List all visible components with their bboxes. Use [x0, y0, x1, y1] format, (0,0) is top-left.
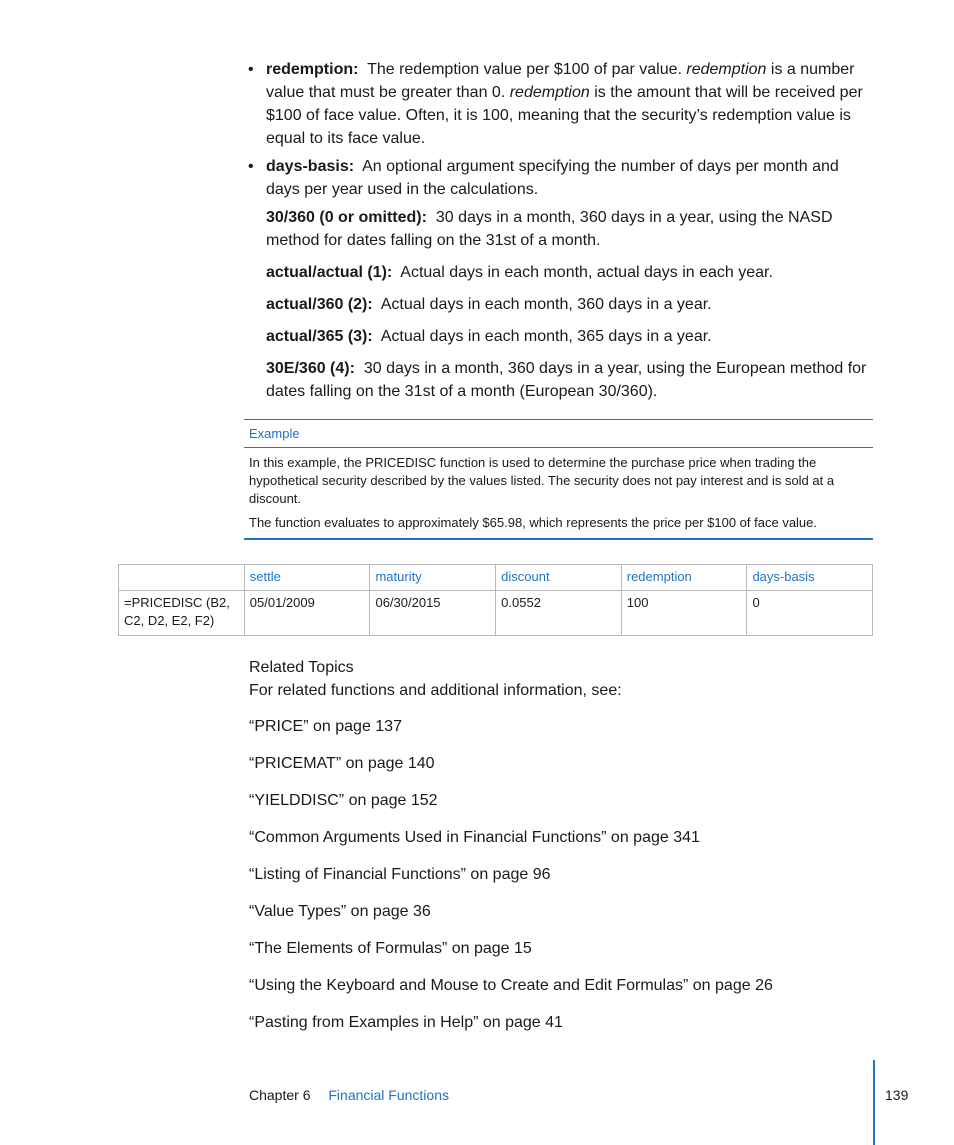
redemption-text-2: is a number value that must be greater than 0. [266, 61, 855, 101]
table-cell: 100 [621, 591, 747, 636]
related-link[interactable]: “PRICEMAT” on page 140 [249, 755, 435, 772]
option-text: 30 days in a month, 360 days in a year, using the NASD method for dates falling on the 31st of a month. [266, 209, 833, 249]
page-footer [249, 1087, 449, 1103]
option-actual-actual [266, 261, 873, 284]
option-term: actual/360 (2): [266, 296, 373, 313]
related-link[interactable]: “Pasting from Examples in Help” on page 41 [249, 1014, 563, 1031]
table-header-cell: discount [496, 565, 622, 591]
example-box [244, 419, 873, 540]
option-text: Actual days in each month, 365 days in a year. [380, 328, 712, 345]
table-header-cell: maturity [370, 565, 496, 591]
related-topics [249, 657, 869, 1049]
table-header-cell: settle [244, 565, 370, 591]
table-cell: =PRICEDISC (B2, C2, D2, E2, F2) [119, 591, 245, 636]
option-term: 30/360 (0 or omitted): [266, 209, 427, 226]
option-text: Actual days in each month, actual days in each year. [400, 264, 773, 281]
redemption-italic-1: redemption [686, 61, 767, 78]
bullet-dot: • [248, 158, 254, 175]
days-basis-term: days-basis: [266, 158, 355, 175]
related-heading: Related Topics [249, 659, 354, 676]
days-basis-bullet [248, 155, 873, 201]
footer-section: Financial Functions [328, 1087, 449, 1103]
redemption-text-1: The redemption value per $100 of par value. [367, 61, 682, 78]
footer-divider [873, 1060, 875, 1145]
table-header-cell: redemption [621, 565, 747, 591]
related-link[interactable]: “Common Arguments Used in Financial Functions” on page 341 [249, 829, 700, 846]
example-paragraph-2: The function evaluates to approximately $65.98, which represents the price per $100 of face value. [249, 515, 818, 530]
argument-list [248, 58, 873, 412]
table-cell: 05/01/2009 [244, 591, 370, 636]
redemption-text-3: is the amount that will be received per $100 of face value. Often, it is 100, meaning that the security’s redemption value is equal to its face value. [266, 84, 863, 147]
redemption-italic-2: redemption [509, 84, 590, 101]
page-number: 139 [885, 1087, 909, 1103]
table-cell: 0 [747, 591, 873, 636]
table-header-cell: days-basis [747, 565, 873, 591]
option-actual-360 [266, 293, 873, 316]
footer-chapter: Chapter 6 [249, 1087, 311, 1103]
example-table [118, 564, 873, 636]
redemption-bullet [248, 58, 873, 150]
table-row [119, 591, 873, 636]
option-30e-360 [266, 357, 873, 403]
related-link[interactable]: “PRICE” on page 137 [249, 718, 402, 735]
option-text: 30 days in a month, 360 days in a year, using the European method for dates falling on the 31st of a month (European 30/360). [266, 360, 867, 400]
option-30-360 [266, 206, 873, 252]
related-link[interactable]: “Using the Keyboard and Mouse to Create and Edit Formulas” on page 26 [249, 977, 773, 994]
option-term: 30E/360 (4): [266, 360, 355, 377]
option-text: Actual days in each month, 360 days in a year. [380, 296, 712, 313]
related-link[interactable]: “Value Types” on page 36 [249, 903, 431, 920]
example-heading: Example [244, 420, 873, 448]
redemption-term: redemption: [266, 61, 359, 78]
example-paragraph-1: In this example, the PRICEDISC function is used to determine the purchase price when trading the hypothetical security described by the values listed. The security does not pay interest and is sold at a discount. [249, 455, 835, 506]
option-term: actual/365 (3): [266, 328, 373, 345]
days-basis-text: An optional argument specifying the number of days per month and days per year used in the calculations. [266, 158, 839, 198]
table-header-cell [119, 565, 245, 591]
option-actual-365 [266, 325, 873, 348]
bullet-dot: • [248, 61, 254, 78]
related-link[interactable]: “The Elements of Formulas” on page 15 [249, 940, 532, 957]
table-cell: 0.0552 [496, 591, 622, 636]
related-link[interactable]: “YIELDDISC” on page 152 [249, 792, 438, 809]
related-link[interactable]: “Listing of Financial Functions” on page 96 [249, 866, 551, 883]
related-intro: For related functions and additional information, see: [249, 682, 622, 699]
option-term: actual/actual (1): [266, 264, 393, 281]
table-cell: 06/30/2015 [370, 591, 496, 636]
table-header-row [119, 565, 873, 591]
